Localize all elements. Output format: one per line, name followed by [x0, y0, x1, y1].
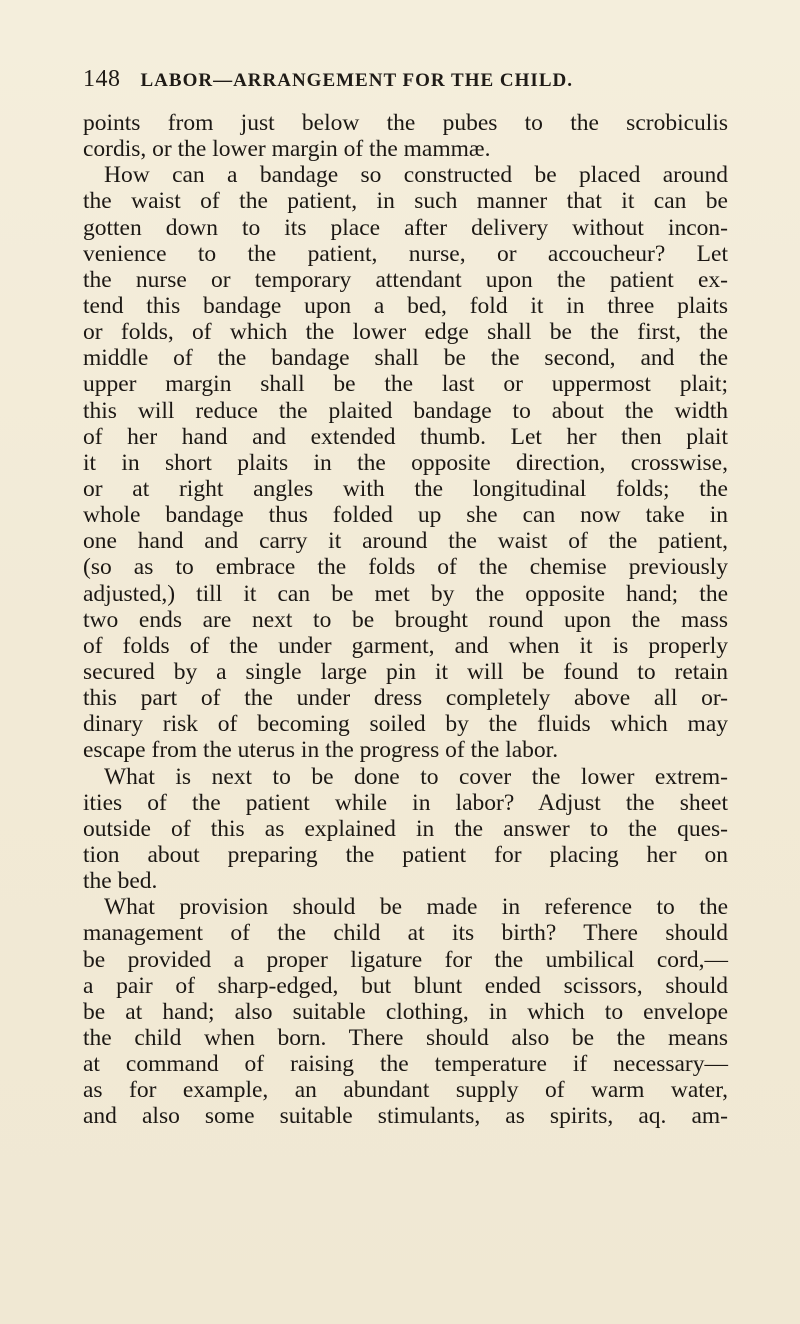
- text-line: a pair of sharp-edged, but blunt ended scissors, should: [83, 972, 728, 999]
- text-line: What provision should be made in reference to the: [104, 894, 728, 921]
- text-line: outside of this as explained in the answer to the ques-: [83, 815, 728, 842]
- text-line: management of the child at its birth? There should: [83, 920, 728, 947]
- text-line: and also some suitable stimulants, as spirits, aq. am-: [83, 1103, 728, 1130]
- text-line: ities of the patient while in labor? Adjust the sheet: [83, 789, 728, 816]
- text-line: this part of the under dress completely above all or-: [83, 685, 728, 712]
- text-line: venience to the patient, nurse, or accoucheur? Let: [83, 240, 728, 267]
- text-line: of her hand and extended thumb. Let her then plait: [83, 423, 728, 450]
- text-line: points from just below the pubes to the scrobiculis: [83, 110, 728, 136]
- text-line: or folds, of which the lower edge shall be the first, the: [83, 319, 728, 346]
- body-text: [83, 110, 728, 1129]
- text-line: be at hand; also suitable clothing, in which to envelope: [83, 998, 728, 1025]
- text-line: the child when born. There should also be the means: [83, 1024, 728, 1051]
- text-line: it in short plaits in the opposite direction, crosswise,: [83, 449, 728, 476]
- running-title: LABOR—ARRANGEMENT FOR THE CHILD.: [140, 70, 573, 91]
- text-line: at command of raising the temperature if necessary—: [83, 1051, 728, 1078]
- text-line: What is next to be done to cover the lower extrem-: [104, 763, 728, 790]
- text-line: one hand and carry it around the waist of the patient,: [83, 528, 728, 555]
- text-line: adjusted,) till it can be met by the opposite hand; the: [83, 580, 728, 607]
- text-line: whole bandage thus folded up she can now take in: [83, 502, 728, 529]
- text-line: of folds of the under garment, and when it is properly: [83, 632, 728, 659]
- text-line: two ends are next to be brought round upon the mass: [83, 606, 728, 633]
- text-line: cordis, or the lower margin of the mammæ.: [83, 136, 491, 163]
- text-line: the nurse or temporary attendant upon the patient ex-: [83, 266, 728, 293]
- text-line: this will reduce the plaited bandage to about the width: [83, 397, 728, 424]
- text-line: or at right angles with the longitudinal folds; the: [83, 475, 728, 502]
- text-line: secured by a single large pin it will be found to retain: [83, 658, 728, 685]
- page-number: 148: [83, 66, 121, 92]
- text-line: middle of the bandage shall be the second, and the: [83, 345, 728, 372]
- text-line: How can a bandage so constructed be placed around: [104, 162, 728, 189]
- text-line: the waist of the patient, in such manner that it can be: [83, 188, 728, 215]
- text-line: (so as to embrace the folds of the chemise previously: [83, 554, 728, 581]
- text-line: tion about preparing the patient for placing her on: [83, 841, 728, 868]
- text-line: the bed.: [83, 868, 158, 895]
- text-line: gotten down to its place after delivery without incon-: [83, 214, 728, 241]
- text-line: be provided a proper ligature for the umbilical cord,—: [83, 946, 728, 973]
- text-line: dinary risk of becoming soiled by the fluids which may: [83, 711, 728, 738]
- text-line: escape from the uterus in the progress of the labor.: [83, 737, 559, 764]
- text-line: as for example, an abundant supply of warm water,: [83, 1077, 728, 1104]
- text-line: upper margin shall be the last or uppermost plait;: [83, 371, 728, 398]
- text-line: tend this bandage upon a bed, fold it in three plaits: [83, 292, 728, 319]
- running-header: [83, 66, 723, 93]
